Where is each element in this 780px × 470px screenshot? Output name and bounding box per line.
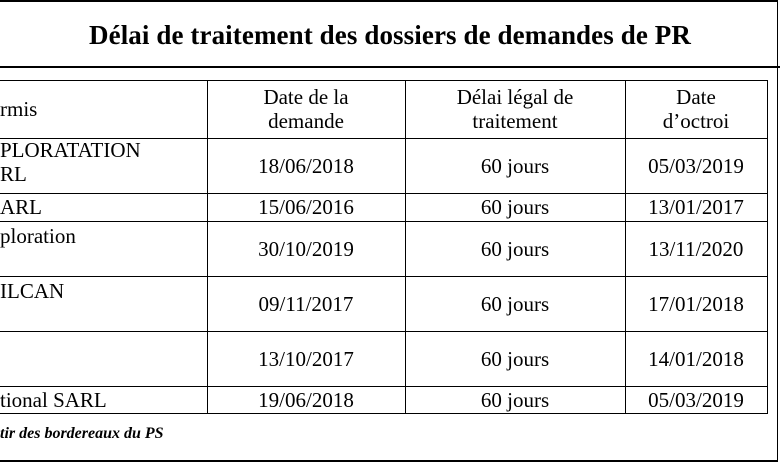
table-row-5-delai: 60 jours — [480, 346, 550, 371]
row-4-name-line1: ILCAN — [0, 279, 65, 303]
source-footnote: tir des bordereaux du PS — [0, 425, 164, 442]
header-date-demande-line2: demande — [268, 109, 344, 133]
table-row-1-name — [0, 138, 207, 193]
table-row-4-name — [0, 276, 207, 331]
table-row-1-date-demande: 18/06/2018 — [258, 153, 354, 178]
table-row-2-delai: 60 jours — [480, 195, 550, 219]
table-row-6-date-demande: 19/06/2018 — [258, 387, 354, 412]
table-row-4-date-octroi: 17/01/2018 — [648, 291, 744, 316]
table-row-3-name — [0, 221, 207, 276]
header-delai-legal-line2: traitement — [472, 109, 558, 133]
table-row-4-date-demande: 09/11/2017 — [258, 291, 354, 316]
header-delai-legal — [405, 80, 625, 138]
header-date-demande — [207, 80, 405, 138]
row-3-name-line1: ploration — [0, 224, 76, 248]
table-row-2-name: ARL — [0, 195, 42, 219]
table-row-1-date-octroi: 05/03/2019 — [648, 153, 744, 178]
header-date-demande-line1: Date de la — [263, 85, 349, 109]
table-row-2-date-demande: 15/06/2016 — [258, 195, 354, 219]
table-row-3-delai: 60 jours — [480, 236, 550, 261]
table-row-5-date-octroi: 14/01/2018 — [648, 346, 744, 371]
row-1-name-line2: RL — [0, 162, 27, 186]
table-row-3-date-octroi: 13/11/2020 — [648, 236, 744, 261]
table-row-6-name: tional SARL — [0, 387, 107, 412]
row-1-name-line1: PLORATATION — [0, 138, 141, 162]
table-row-5-date-demande: 13/10/2017 — [258, 346, 354, 371]
header-date-octroi — [625, 80, 767, 138]
rule-table-bottom — [0, 413, 768, 414]
header-date-octroi-line1: Date — [676, 85, 716, 109]
table-title: Délai de traitement des dossiers de demandes de PR — [89, 20, 691, 50]
table-row-6-delai: 60 jours — [480, 387, 550, 412]
rule-top-of-table — [0, 66, 780, 68]
table-row-2-date-octroi: 13/01/2017 — [648, 195, 744, 219]
header-permis — [0, 80, 207, 138]
table-row-6-date-octroi: 05/03/2019 — [648, 387, 744, 412]
table-row-5-name — [0, 331, 207, 386]
table-row-4-delai: 60 jours — [480, 291, 550, 316]
col-divider-right — [767, 80, 768, 413]
header-date-octroi-line2: d’octroi — [662, 109, 730, 133]
header-permis-label: rmis — [0, 97, 38, 121]
header-delai-legal-line1: Délai légal de — [456, 85, 574, 109]
table-row-3-date-demande: 30/10/2019 — [258, 236, 354, 261]
table-row-1-delai: 60 jours — [480, 153, 550, 178]
